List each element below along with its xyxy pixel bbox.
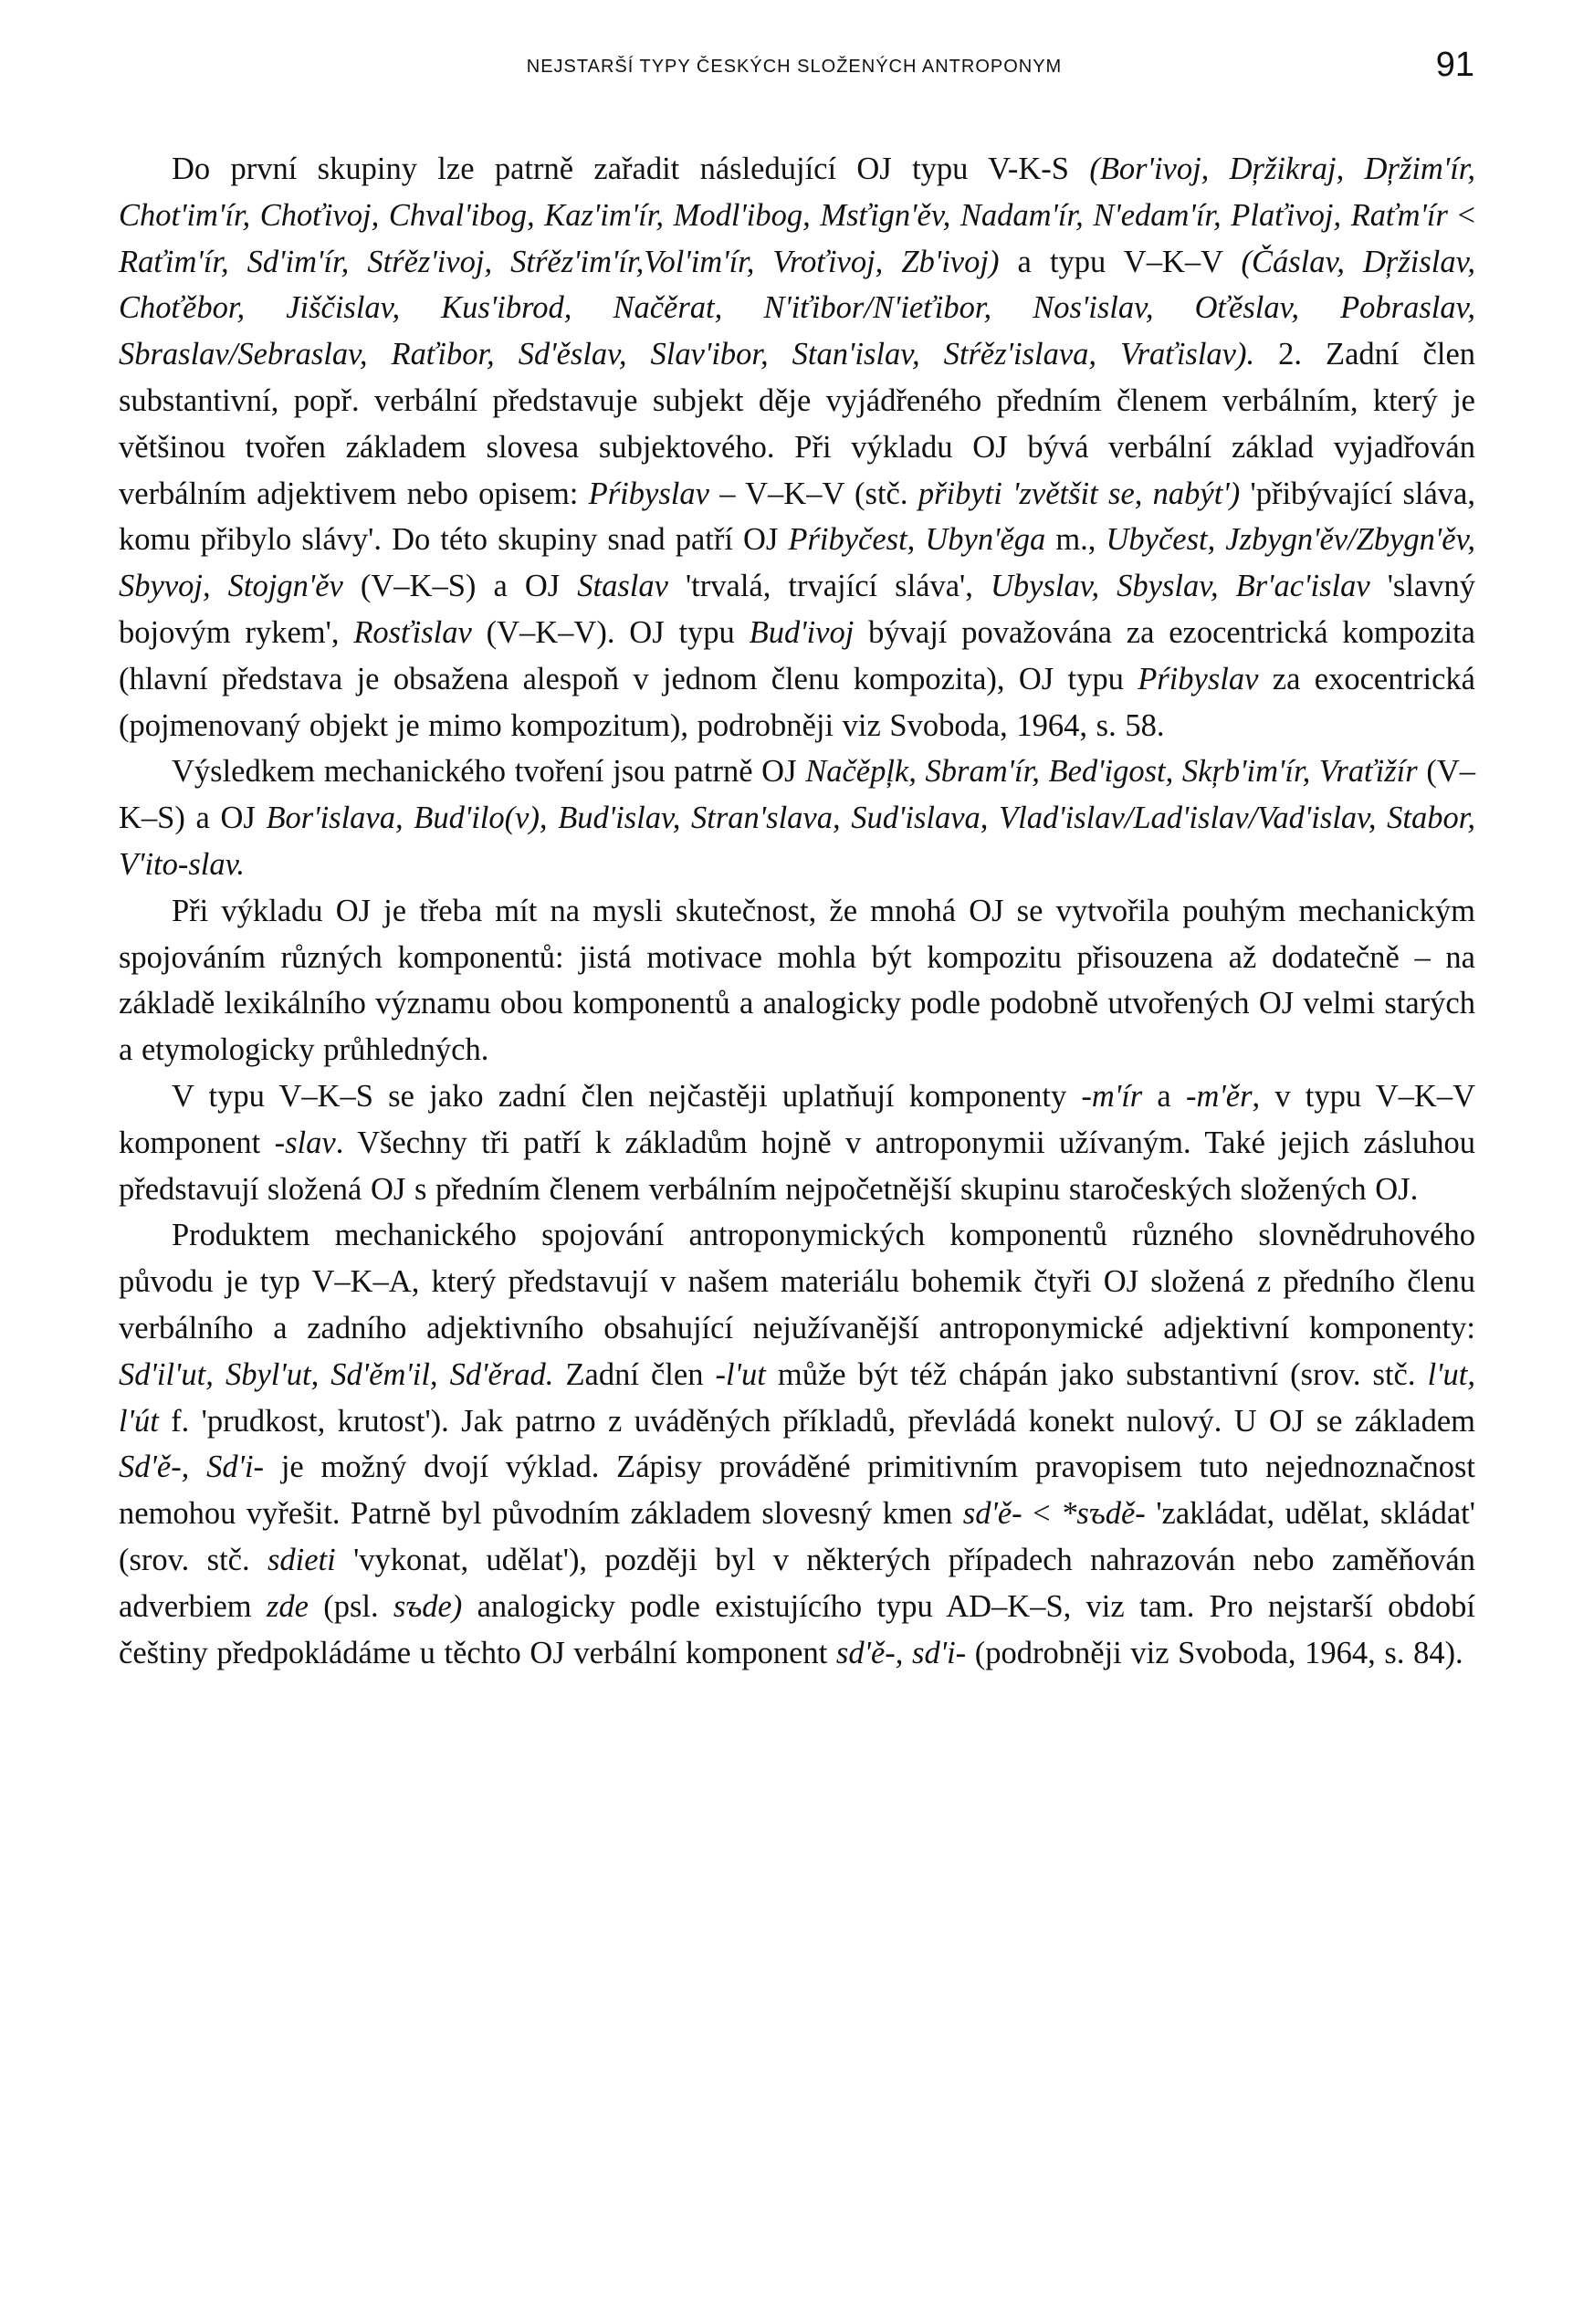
text-run: (V–K–S) a OJ [342,569,578,604]
text-run: . Všechny tři patří k základům hojně v antroponymii užívaným. Také jejich zásluhou představují složená OJ s předním členem verbálním nejpočetnější skupinu staročeských složených OJ. [119,1125,1475,1207]
italic-run: -m'ěr [1185,1078,1253,1114]
italic-run: Sd'ě-, Sd'i- [119,1450,265,1485]
page-number: 91 [1435,46,1474,84]
italic-run: Bud'ivoj [749,614,855,650]
text-run: Zadní člen [553,1356,716,1392]
paragraph-1 [119,146,1475,748]
italic-run: Staslav [577,569,668,604]
italic-run: sd'ě-, sd'i- [835,1635,967,1670]
text-run: Výsledkem mechanického tvoření jsou patrně OJ [172,754,806,790]
text-run: (V–K–V). OJ typu [471,614,750,650]
italic-run: Ubyčest, Jzbygn'ěv/Zbygn'ěv, Sbyvoj, Stojgn'ěv [119,522,1475,604]
italic-run: -slav [274,1125,336,1160]
text-run: analogicky podle existujícího typu AD–K–S, viz tam. Pro nejstarší období češtiny předpokládáme u těchto OJ verbální komponent [119,1588,1475,1670]
text-run: < [1022,1496,1062,1532]
text-run: f. 'prudkost, krutost'). Jak patrno z uváděných příkladů, převládá konekt nulový. U OJ se základem [158,1403,1475,1439]
italic-run: *sъdě- [1061,1496,1146,1532]
italic-run: Raťim'ír, Sd'im'ír, Stŕěz'ivoj, Stŕěz'im'ír,Vol'im'ír, Vroťivoj, Zb'ivoj) [119,244,1000,279]
italic-run: -m'ír [1081,1078,1143,1114]
text-run: a typu V–K–V [999,244,1242,279]
text-run: V typu V–K–S se jako zadní člen nejčastěji uplatňují komponenty [172,1078,1082,1114]
italic-run: (Bor'ivoj, Dŗžikraj, Dŗžim'ír, Chot'im'ír, Choťivoj, Chval'ibog, Kaz'im'ír, Modl'ibog, Msťign'ěv, Nadam'ír, N'edam'ír, Plaťivoj, Raťm'ír [119,152,1476,233]
italic-run: Bor'islava, Bud'ilo(v), Bud'islav, Stran'slava, Sud'islava, Vlad'islav/Lad'islav/Vad'islav, Stabor, V'ito-slav. [119,801,1475,882]
text-run: 'trvalá, trvající sláva', [667,569,991,604]
text-run: Produktem mechanického spojování antroponymických komponentů různého slovnědruhového původu je typ V–K–A, který představují v našem materiálu bohemik čtyři OJ složená z předního členu verbálního a zadního adjektivního obsahující nejužívanější antroponymické adjektivní komponenty: [119,1218,1475,1345]
text-run: Při výkladu OJ je třeba mít na mysli skutečnost, že mnohá OJ se vytvořila pouhým mechanickým spojováním různých komponentů: jistá motivace mohla být kompozitu přisouzena až dodatečně – na základě lexikálního významu obou komponentů a analogicky podle podobně utvořených OJ velmi starých a etymologicky průhledných. [119,893,1475,1068]
italic-run: -l'ut [715,1356,766,1392]
text-run: < [1447,197,1475,233]
text-run: 'zakládat, udělat, skládat' (srov. stč. [119,1496,1475,1577]
text-run: 'přibývající sláva, komu přibylo slávy'. Do této skupiny snad patří OJ [119,476,1475,558]
italic-run: sd'ě- [962,1496,1022,1532]
text-run: 'vykonat, udělat'), později byl v některých případech nahrazován nebo zaměňován adverbiem [119,1542,1475,1624]
text-run: (psl. [308,1588,393,1624]
italic-run: (Čáslav, Dŗžislav, Choťěbor, Jiščislav, Kus'ibrod, Načěrat, N'iťibor/N'ieťibor, Nos'islav, Oťěslav, Pobraslav, Sbraslav/Sebraslav, Raťibor, Sd'ěslav, Slav'ibor, Stan'islav, Stŕěz'islava, Vraťislav). [119,244,1475,372]
italic-run: Pŕibyslav [1138,661,1259,696]
italic-run: Rosťislav [353,614,472,650]
running-header-title: NEJSTARŠÍ TYPY ČESKÝCH SLOŽENÝCH ANTROPONYM [526,57,1063,77]
text-run: je možný dvojí výklad. Zápisy prováděné primitivním pravopisem tuto nejednoznačnost nemohou vyřešit. Patrně byl původním základem slovesný kmen [119,1450,1475,1532]
text-run: (V–K–S) a OJ [119,754,1475,836]
italic-run: sdieti [267,1542,336,1577]
italic-run: zde [266,1588,309,1624]
italic-run: Pŕibyslav [588,476,709,511]
text-run: (podrobněji viz Svoboda, 1964, s. 84). [966,1635,1463,1670]
italic-run: Sd'il'ut, Sbyl'ut, Sd'ěm'il, Sd'ěrad. [119,1356,554,1392]
text-run: za exocentrická (pojmenovaný objekt je mimo kompozitum), podrobněji viz Svoboda, 1964, s. 58. [119,661,1475,743]
italic-run: Načěpļk, Sbram'ír, Bed'igost, Skŗb'im'ír, Vraťižír [805,754,1418,790]
text-run: a [1142,1078,1186,1114]
text-run: m., [1045,522,1106,558]
paragraph-3 [119,888,1475,1073]
italic-run: l'ut, l'út [119,1356,1475,1439]
text-run: bývají považována za ezocentrická kompozita (hlavní představa je obsažena alespoň v jednom členu kompozita), OJ typu [119,614,1475,696]
italic-run: sъde) [393,1588,463,1624]
text-run: 2. Zadní člen substantivní, popř. verbální představuje subjekt děje vyjádřeného předním členem verbálním, který je většinou tvořen základem slovesa subjektového. Při výkladu OJ bývá verbální základ vyjadřován verbálním adjektivem nebo opisem: [119,337,1476,511]
italic-run: přibyti 'zvětšit se, nabýt') [918,476,1241,511]
paragraph-5 [119,1212,1475,1676]
paragraph-4 [119,1073,1475,1212]
text-run: – V–K–V (stč. [708,476,918,511]
text-run: 'slavný bojovým rykem', [119,569,1475,650]
text-run: , v typu V–K–V komponent [119,1078,1475,1160]
italic-run: Ubyslav, Sbyslav, Br'ac'islav [990,569,1370,604]
text-run: Do první skupiny lze patrně zařadit následující OJ typu V-K-S [172,152,1090,186]
body-text [119,146,1475,1676]
italic-run: Pŕibyčest, Ubyn'ěga [788,522,1046,558]
paragraph-2 [119,748,1475,887]
text-run: může být též chápán jako substantivní (srov. stč. [765,1356,1428,1392]
